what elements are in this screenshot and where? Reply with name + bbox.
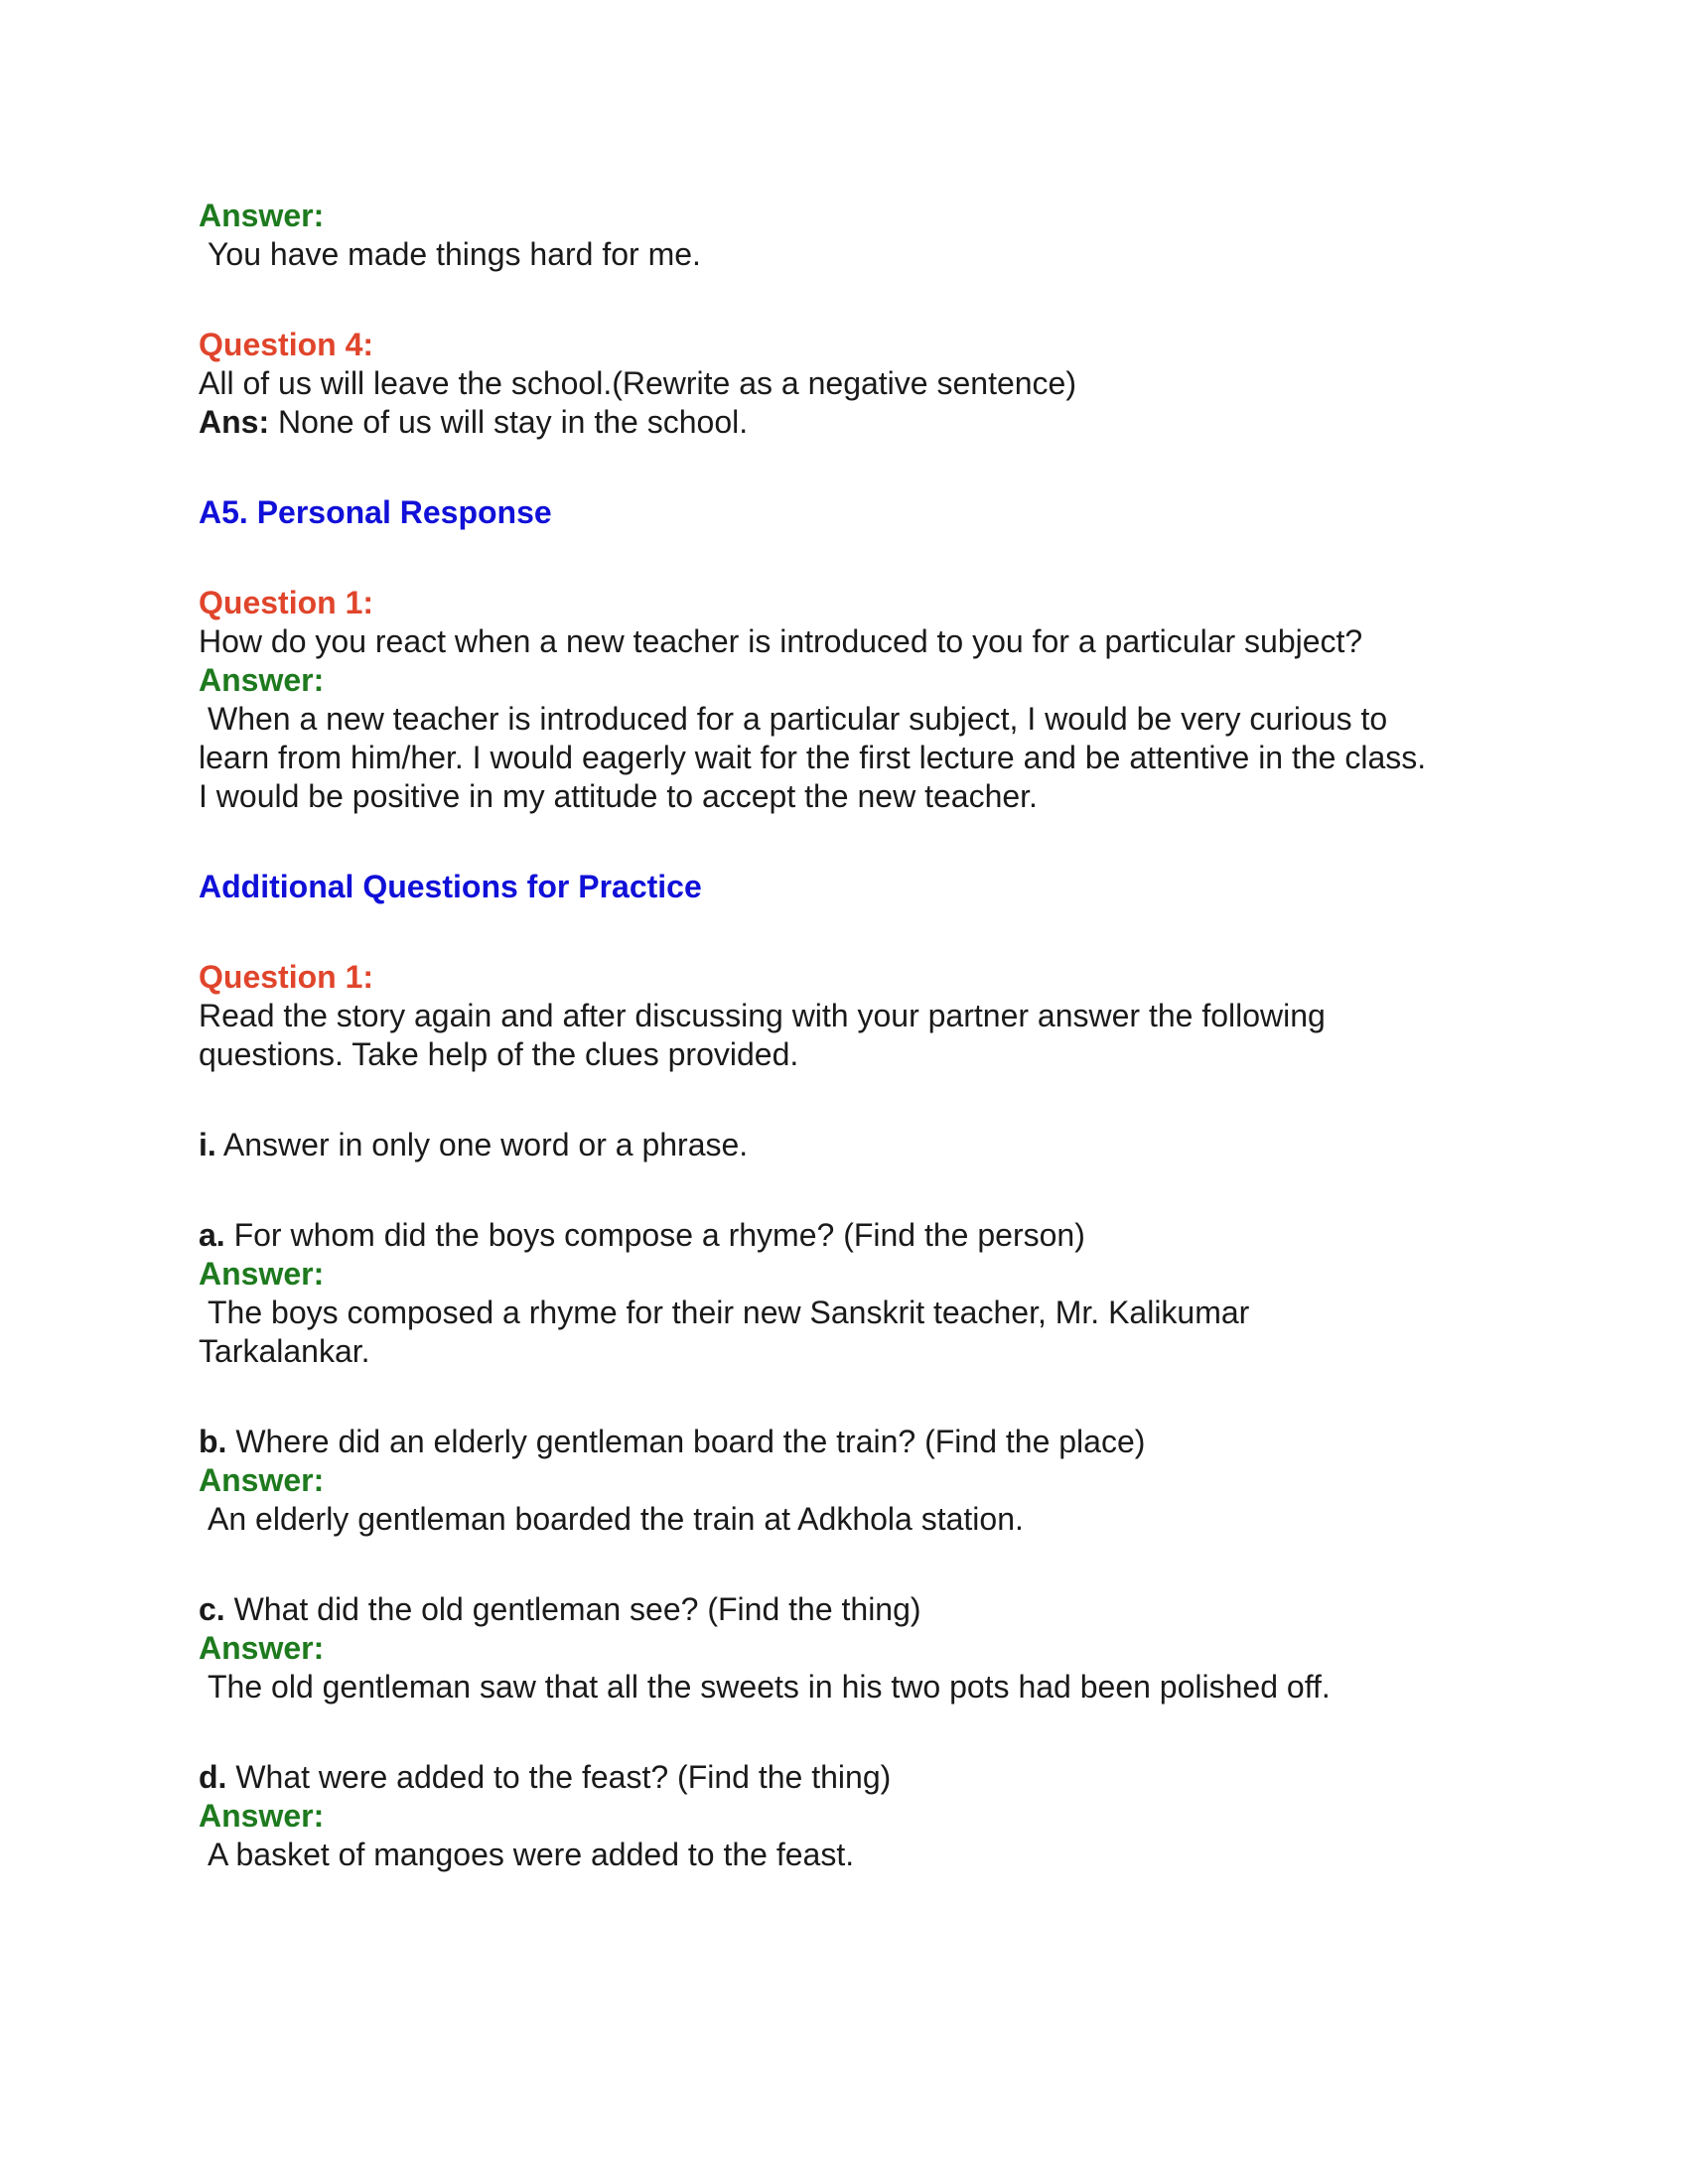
short-answer [199,403,1489,442]
answer-label: Answer: [199,662,325,698]
sub-question-marker: c. [199,1591,225,1627]
question-label: Question 1: [199,959,374,995]
sub-question-marker: d. [199,1759,227,1795]
answer-text-line: I would be positive in my attitude to accept the new teacher. [199,778,1038,814]
question-text: How do you react when a new teacher is introduced to you for a particular subject? [199,623,1363,659]
question-text-line: questions. Take help of the clues provided. [199,1036,799,1072]
question-label: Question 4: [199,327,374,362]
sub-question-text: Where did an elderly gentleman board the train? (Find the place) [226,1424,1146,1459]
part-instruction [199,1126,1489,1164]
part-text: Answer in only one word or a phrase. [215,1127,749,1162]
sub-question-text: For whom did the boys compose a rhyme? (Find the person) [224,1217,1085,1253]
part-marker: i. [199,1127,216,1162]
sub-question-marker: b. [199,1424,227,1459]
sub-question-marker: a. [199,1217,225,1253]
section-heading-additional-questions: Additional Questions for Practice [199,869,702,904]
document-page [199,197,1489,1874]
question-label: Question 1: [199,585,374,620]
answer-label: Answer: [199,1630,325,1666]
ans-label: Ans: [199,404,270,440]
answer-text: You have made things hard for me. [208,236,701,272]
ans-text: None of us will stay in the school. [269,404,749,440]
answer-label: Answer: [199,198,325,233]
answer-label: Answer: [199,1798,325,1834]
answer-text-line: An elderly gentleman boarded the train at Adkhola station. [208,1501,1024,1537]
sub-question-text: What were added to the feast? (Find the thing) [226,1759,892,1795]
answer-label: Answer: [199,1462,325,1498]
sub-question [199,1590,1489,1629]
answer-text-line: The old gentleman saw that all the sweets in his two pots had been polished off. [208,1669,1331,1705]
answer-text-line: learn from him/her. I would eagerly wait for the first lecture and be attentive in the class. [199,740,1427,775]
sub-question [199,1423,1489,1461]
question-text-line: Read the story again and after discussing with your partner answer the following [199,998,1326,1033]
answer-text-line: Tarkalankar. [199,1333,370,1369]
answer-text-line: When a new teacher is introduced for a particular subject, I would be very curious to [208,701,1388,737]
sub-question-text: What did the old gentleman see? (Find the thing) [224,1591,921,1627]
section-heading-personal-response: A5. Personal Response [199,494,552,530]
sub-question [199,1758,1489,1797]
sub-question [199,1216,1489,1255]
answer-label: Answer: [199,1256,325,1292]
answer-text-line: A basket of mangoes were added to the feast. [208,1837,855,1872]
question-text: All of us will leave the school.(Rewrite as a negative sentence) [199,365,1076,401]
answer-text-line: The boys composed a rhyme for their new Sanskrit teacher, Mr. Kalikumar [208,1295,1250,1330]
